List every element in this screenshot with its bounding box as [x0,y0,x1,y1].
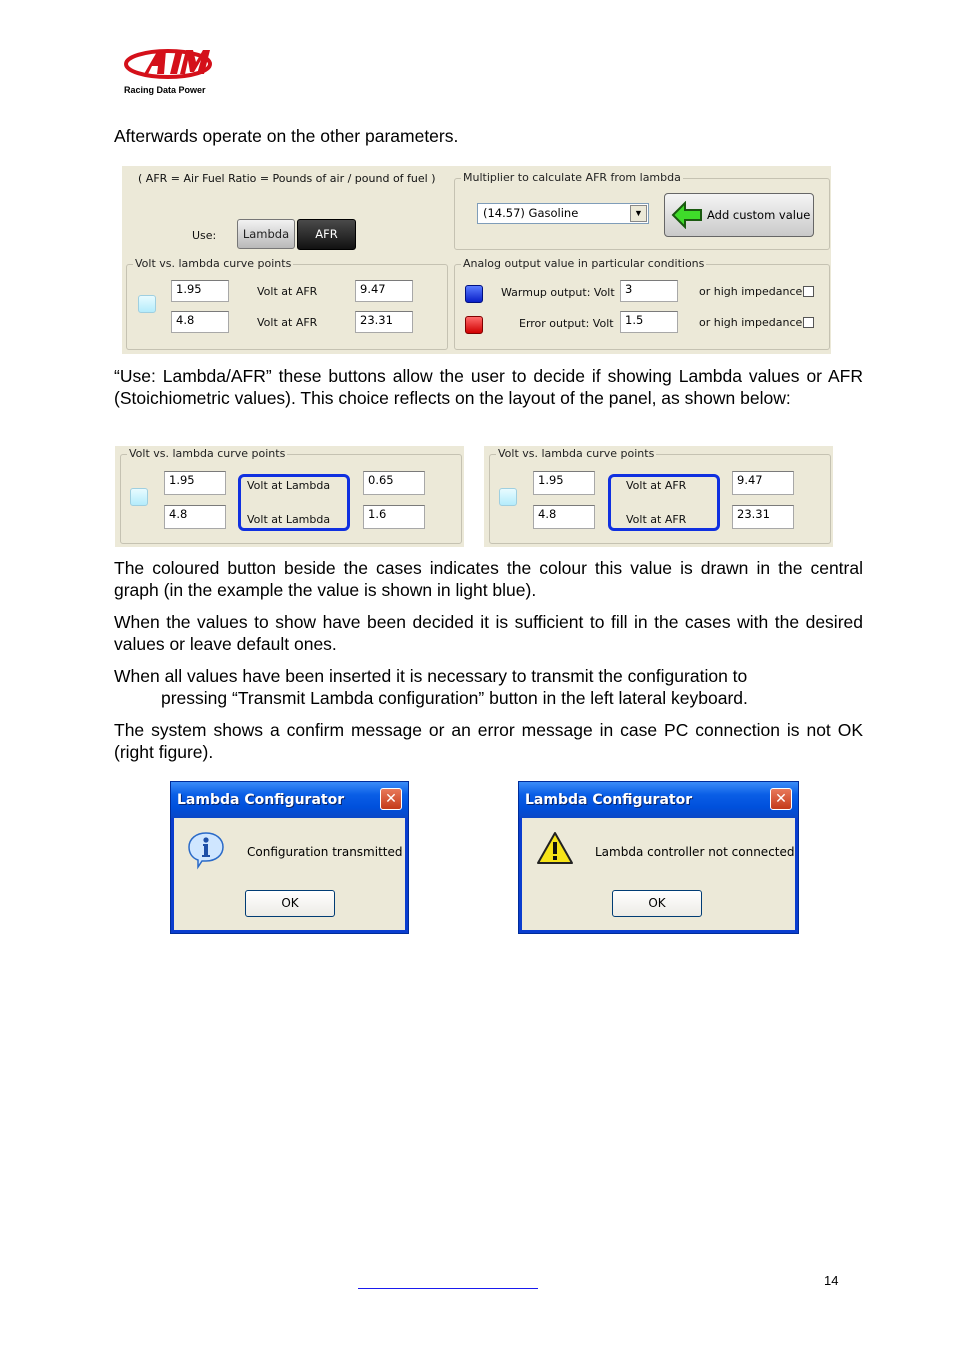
dialog-configuration-transmitted [170,781,409,934]
curve-value-2-input[interactable]: 23.31 [355,311,413,333]
error-volt-input[interactable]: 1.5 [620,311,678,333]
curve-volt-2-input[interactable]: 4.8 [171,311,229,333]
dialog-error-message: Lambda controller not connected [595,845,795,859]
multiplier-group-title: Multiplier to calculate AFR from lambda [463,171,681,184]
lambda-config-panel [122,166,831,354]
warmup-color-swatch[interactable] [465,285,483,303]
curve-panel-lambda [115,446,464,547]
paragraph-use-buttons: “Use: Lambda/AFR” these buttons allow the user to decide if showing Lambda values or AFR (Stoichiometric values). This choice reflects on the layout of the panel, as shown below: [114,366,863,408]
afr-button[interactable]: AFR [297,219,356,250]
curve-label-2: Volt at AFR [257,316,318,329]
afr-note: ( AFR = Air Fuel Ratio = Pounds of air / pound of fuel ) [138,172,436,185]
analog-group-title: Analog output value in particular conditions [463,257,705,270]
add-custom-value-button[interactable] [664,193,814,237]
dialog-error-title: Lambda Configurator [525,792,693,808]
close-icon[interactable]: ✕ [770,788,792,810]
curve-lambda-label-1: Volt at Lambda [247,479,331,492]
paragraph-confirm-message: The system shows a confirm message or an error message in case PC connection is not OK (right figure). [114,720,863,762]
error-color-swatch[interactable] [465,316,483,334]
curve-color-swatch[interactable] [138,295,156,313]
curve-lambda-volt-1-input[interactable]: 1.95 [164,471,226,495]
logo-tagline: Racing Data Power [124,85,206,95]
curve-afr-volt-2-input[interactable]: 4.8 [533,505,595,529]
add-custom-value-label: Add custom value [707,208,811,222]
curve-afr-value-1-input[interactable]: 9.47 [732,471,794,495]
paragraph-coloured-button: The coloured button beside the cases indicates the colour this value is drawn in the central graph (in the example the value is shown in light blue). [114,558,863,600]
dialog-success-titlebar [171,782,408,818]
curve-value-1-input[interactable]: 9.47 [355,280,413,302]
paragraph-transmit-line2: pressing “Transmit Lambda configuration” button in the left lateral keyboard. [161,688,748,708]
curve-lambda-color-swatch[interactable] [130,488,148,506]
multiplier-group [454,171,830,250]
curve-afr-volt-1-input[interactable]: 1.95 [533,471,595,495]
aim-logo [118,44,218,99]
dialog-success-message: Configuration transmitted [247,845,403,859]
curve-afr-label-1: Volt at AFR [626,479,687,492]
curve-afr-label-2: Volt at AFR [626,513,687,526]
curve-group-title: Volt vs. lambda curve points [135,257,292,270]
dialog-error-titlebar [519,782,798,818]
curve-lambda-value-2-input[interactable]: 1.6 [363,505,425,529]
curve-volt-1-input[interactable]: 1.95 [171,280,229,302]
curve-lambda-value-1-input[interactable]: 0.65 [363,471,425,495]
warmup-volt-input[interactable]: 3 [620,280,678,302]
dialog-success-ok-button[interactable]: OK [245,890,335,917]
curve-lambda-title: Volt vs. lambda curve points [129,447,286,460]
curve-afr-group [489,447,831,544]
paragraph-transmit-line1: When all values have been inserted it is necessary to transmit the configuration to [114,666,748,686]
curve-points-group [126,257,448,350]
dialog-error-body [522,818,795,930]
curve-label-1: Volt at AFR [257,285,318,298]
use-label: Use: [192,229,217,242]
curve-lambda-label-2: Volt at Lambda [247,513,331,526]
paragraph-fill-values: When the values to show have been decided it is sufficient to fill in the cases with the desired values or leave default ones. [114,612,863,654]
warmup-high-impedance-checkbox[interactable] [803,286,814,297]
curve-afr-title: Volt vs. lambda curve points [498,447,655,460]
dialog-controller-not-connected [518,781,799,934]
chevron-down-icon[interactable]: ▼ [630,205,647,222]
lambda-button[interactable]: Lambda [237,219,295,249]
warmup-high-impedance-label: or high impedance [699,285,803,298]
error-high-impedance-checkbox[interactable] [803,317,814,328]
dialog-error-ok-button[interactable]: OK [612,890,702,917]
multiplier-select-value: (14.57) Gasoline [483,206,579,220]
dialog-success-title: Lambda Configurator [177,792,345,808]
error-label: Error output: Volt [519,317,614,330]
green-arrow-left-icon [671,201,703,229]
curve-lambda-volt-2-input[interactable]: 4.8 [164,505,226,529]
footer-link-underline[interactable] [358,1288,538,1289]
warning-icon [535,830,575,868]
page-number: 14 [824,1273,839,1288]
curve-panel-afr [484,446,833,547]
dialog-success-body [174,818,405,930]
aim-logo-mark [122,44,218,80]
error-high-impedance-label: or high impedance [699,316,803,329]
close-icon[interactable]: ✕ [380,788,402,810]
curve-lambda-group [120,447,462,544]
analog-output-group [454,257,830,350]
paragraph-intro: Afterwards operate on the other parameters. [114,126,459,146]
curve-afr-value-2-input[interactable]: 23.31 [732,505,794,529]
multiplier-select[interactable] [477,203,649,224]
info-icon [186,830,226,870]
warmup-label: Warmup output: Volt [501,286,615,299]
curve-afr-color-swatch[interactable] [499,488,517,506]
